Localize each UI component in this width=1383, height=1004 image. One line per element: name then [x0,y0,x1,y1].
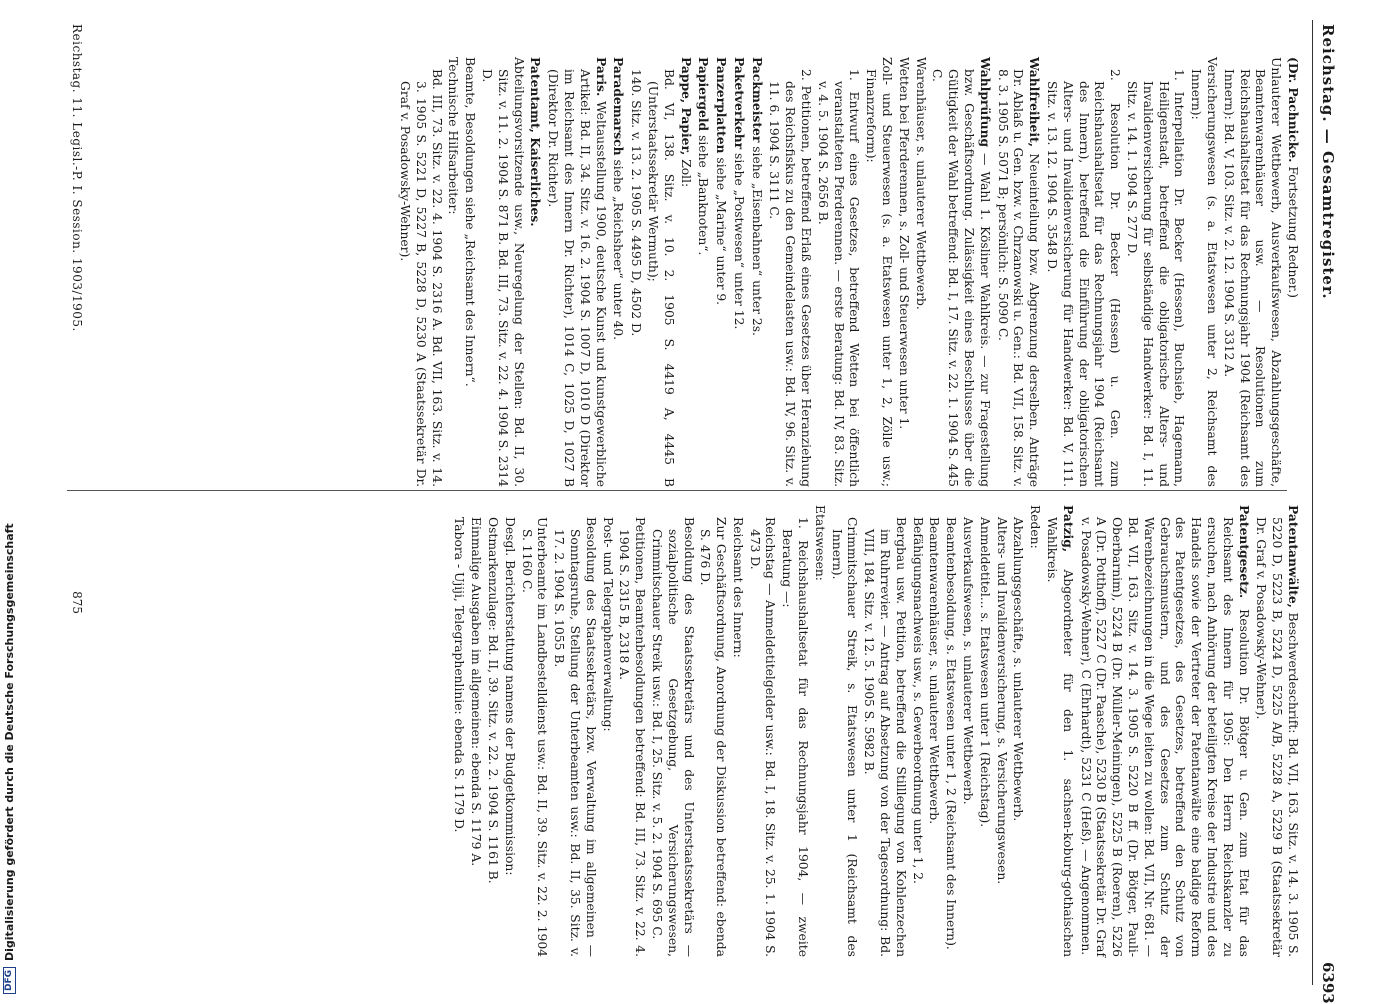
entry-keyword: Papiergeld [696,57,712,132]
entry-text: 140. Sitz. v. 13. 2. 1905 S. 4495 D, 4502 D. [629,69,644,337]
footer-session-info: Reichstag. 11. Legisl.-P. I. Session. 1903/1905. [70,24,84,332]
entry-text: siehe „Postwesen“ unter 12. [731,149,746,330]
register-entry [697,505,729,957]
register-entry [814,57,861,487]
register-entry [994,57,1042,487]
entry-text: Alters- und Invalidenversicherung, s. Versicherungswesen. [994,517,1009,885]
entry-text: Crimmitschauer Streik, s. Etatswesen unter 1 (Reichsamt des Innern). [829,517,860,957]
entry-text: Bd. III, 73. Sitz. v. 22. 4. 1904 S. 2316 A. Bd. VII, 163. Sitz. v. 14. 3. 1905 S. 5221 D, 5227 B, 5228 D, 5230 A (Staatssekretär Dr. Graf v. Posadowsky-Wehner). [397,69,444,487]
entry-keyword: Wahlfreiheit, [1027,57,1043,147]
register-entry [610,57,627,487]
register-entry [677,57,694,487]
register-entry [746,505,778,957]
entry-text: Beamtenwarenhäuser, s. unlauterer Wettbewerb. [927,517,942,825]
entry-text: Besoldung des Staatssekretärs und des Unterstaatssekretärs — sozialpolitische Gesetzgebung, Versicherungswesen, Crimmitschauer Streik usw.: Bd. I, 25. Sitz. v. 5. 2. 1904 S. 695 C. [649,517,696,957]
left-column [395,57,1301,487]
entry-text: siehe „Marine“ unter 9. [714,153,729,306]
register-entry [1077,505,1252,957]
entry-text: Zur Geschäftsordnung, Anordnung der Diskussion betreffend: ebenda S. 476 D. [698,517,729,957]
entry-text: Bergbau usw. Petition, betreffend die Stilllegung von Kohlenzechen im Ruhrrevier. — Antrag auf Absetzung von der Tagesordnung: Bd. VIII, 184. Sitz. v. 12. 5. 1905 S. 5982 B. [862,517,908,957]
digitization-notice-text: Digitalisierung gefördert durch die Deutsche Forschungsgemeinschaft [2,523,16,961]
entry-text: Reichstag — Anmeldetitelgelder usw.: Bd. I, 18. Sitz. v. 25. 1. 1904 S. 473 D. [747,517,778,957]
register-entry [527,57,544,487]
entry-text: Wetten bei Pferderennen, s. Zoll- und Steuerwesen unter 1. [896,57,911,430]
entry-text: Etatswesen: [812,505,827,581]
entry-text: Unterbeamte im Landbestelldienst usw.: Bd. II, 39. Sitz. v. 22. 2. 1904 S. 1160 C. [519,517,550,957]
register-entry [926,505,942,957]
register-entry [616,505,648,957]
register-entry [730,57,747,487]
dfg-logo: DFG [3,967,16,994]
digitization-notice [0,0,18,1000]
entry-text: Versicherungswesen (s. a. Etatswesen unter 2, Reichsamt des Innern): [1189,57,1220,487]
entry-text: siehe „Reichsheer“ unter 40. [611,155,626,341]
entry-text: 1. Entwurf eines Gesetzes, betreffend Wetten bei öffentlich veranstalteten Pferderennen. — erste Beratung: Bd. IV, 83. Sitz. v. 4. 5. 1904 S. 2656 B. [815,69,862,487]
entry-text: Neueinteilung bzw. Abgrenzung derselben. Anträge Dr. Ablaß u. Gen. bzw. v. Chrzanowski u. Gen.: Bd. VII, 158. Sitz. v. 8. 3. 1905 S. 5071 B; persönlich: S. 5090 C. [995,69,1042,487]
register-entry [478,57,525,487]
entry-text: Resolution Dr. Bötger u. Gen. zum Etat für das Reichsamt des Innern für 1905: Den Herrn Reichskanzler zu ersuchen, nach Anhörung der beteiligten Kreise der Industrie und des Handels sowie der Vertreter der Patentanwälte eine baldige Reform des Patentgesetzes, des Gesetzes, betreffend den Schutz von Gebrauchsmustern, und des Gesetzes zum Schutz der Warenbezeichnungen in die Wege leiten zu wollen: Bd. VII, Nr. 681. — Bd. VII, 163. Sitz. v. 14. 3. 1905 S. 5220 B ff. (Dr. Bötger, Pauli-Oberbarnim), 5224 B (Dr. Müller-Meiningen), 5225 B (Roeren), 5226 A (Dr. Potthoff), 5227 C (Dr. Paasche), 5230 B (Staatssekretär Dr. Graf v. Posadowsky-Wehner), C (Ehrhardt), 5231 C (Heß). — Angenommen. [1078,517,1251,957]
register-entry [445,57,461,487]
register-entry [1253,505,1301,957]
entry-text: Besoldung des Staatssekretärs, bzw. Verwaltung im allgemeinen — Sonntagsruhe, Stellung der Unterbeamten usw.: Bd. II, 35. Sitz. v. 17. 2. 1904 S. 1055 B. [552,517,598,957]
entry-text: Fortsetzung Redner.) [1286,162,1300,298]
register-entry [627,57,643,487]
entry-text: Reichsamt des Innern: [730,517,745,658]
entry-keyword: Paris. [593,57,609,97]
running-header-left: Reichstag. — Gesamtregister. [1319,24,1337,300]
entry-text: Warenhäuser, s. unlauterer Wettbewerb. [913,57,928,310]
entry-text: Bd. VI, 138. Sitz. v. 10. 2. 1905 S. 4419 A, 4445 B (Unterstaatssekretär Wermuth); [645,69,676,487]
entry-text: Zoll- und Steuerwesen (s. a. Etatswesen unter 1, 2, Zölle usw.; Finanzreform): [864,57,895,487]
register-entry [766,57,813,487]
register-entry [895,57,911,487]
register-entry [451,505,467,957]
register-entry [1026,505,1042,957]
register-entry [811,505,827,957]
register-entry [461,57,477,487]
entry-keyword: Paketverkehr [731,57,747,150]
register-entry [1284,57,1301,487]
entry-text: 1. Reichshaushaltsetat für das Rechnungsjahr 1904, — zweite Beratung —: [780,517,811,957]
register-entry [1043,57,1122,487]
register-entry [860,505,907,957]
entry-text: Desgl. Berichterstattung namens der Budgetkommission: [502,517,517,876]
register-entry [501,505,517,957]
header-rule [1312,20,1313,985]
register-entry [1010,505,1026,957]
column-divider [67,490,1287,491]
entry-text: — Wahl 1. Kösliner Wahlkreis. — zur Fragestellung bzw. Geschäftsordnung. Zulässigkeit eines Beschlusses über die Gültigkeit der Wahl betreffend: Bd. I, 17. Sitz. v. 22. 1. 1904 S. 445 C. [930,69,992,487]
entry-text: Anmeldetitel... s. Etatswesen unter 1 (Reichstag). [977,517,992,828]
register-entry [779,505,811,957]
entry-text: Beschwerdeschrift: Bd. VII, 163. Sitz. v. 14. 3. 1905 S. 5220 D, 5223 B, 5224 D, 5225 A/B, 5228 A, 5229 B (Staatssekretär Dr. Graf v. Posadowsky-Wehner). [1254,517,1300,957]
entry-text: Beamtenbesoldung, s. Etatswesen unter 1, 2 (Reichsamt des Innern). [944,517,959,950]
entry-text: 1. Interpellation Dr. Becker (Hessen), Buchsieb, Hagemann, Heiligenstadt, betreffend die obligatorische Alters- und Invalidenversicherung für selbständige Handwerker: Bd. I, 11. Sitz. v. 14. 1. 1904 S. 277 D. [1125,69,1187,487]
entry-text: Beamte, Besoldungen siehe „Reichsamt des Innern“. [463,57,478,387]
register-entry [712,57,729,487]
register-entry [929,57,993,487]
entry-text: Abgeordneter für den 1. sachsen-koburg-gothaischen Wahlkreis. [1045,517,1075,957]
register-entry [518,505,550,957]
register-entry [1187,57,1219,487]
entry-keyword: Patentgesetz. [1236,505,1252,599]
register-entry [484,505,500,957]
entry-text: Ausverkaufswesen, s. unlauterer Wettbewerb. [961,517,976,805]
entry-keyword: Pappe, Papier, [678,57,694,156]
register-entry [644,57,676,487]
entry-keyword: Patentamt, Kaiserliches. [528,57,544,227]
entry-text: Zoll: [678,155,693,188]
entry-keyword: Packmeister [749,57,765,143]
page-number: 6393 [1319,962,1337,1004]
register-entry [544,57,608,487]
register-entry [729,505,745,957]
register-entry [550,505,597,957]
entry-text: siehe „Eisenbahnen“ unter 2s. [749,142,764,336]
register-entry [909,505,925,957]
entry-text: Einmalige Ausgaben im allgemeinen: ebenda S. 1179 A. [469,517,484,867]
entry-text: Technische Hilfsarbeiter: [446,57,461,215]
register-entry [748,57,765,487]
register-entry [959,505,975,957]
entry-text: Tabora - Ujiji, Telegraphenlinie: ebenda S. 1179 D. [452,517,467,833]
register-entry [695,57,712,487]
footer-page-number: 875 [70,591,84,614]
entry-text: siehe „Banknoten“. [696,131,711,256]
entry-text: Weltausstellung 1900, deutsche Kunst und kunstgewerbliche Artikel: Bd. II, 34. Sitz. v. 16. 2. 1904 S. 1007 D, 1010 D (Direktor im Reichsamt des Innern Dr. Richter), 1014 C, 1025 D, 1027 B (Direktor Dr. Richter). [546,69,608,487]
register-entry [396,57,443,487]
register-page [39,0,1339,1004]
entry-text: 2. Resolution Dr. Becker (Hessen) u. Gen. zum Reichshaushaltsetat für das Rechnungsjahr 1904 (Reichsamt des Innern), betreffend die Einführung der obligatorischen Alters- und Invalidenversicherung für Handwerker: Bd. V, 111. Sitz. v. 13. 12. 1904 S. 3548 D. [1045,69,1123,487]
entry-text: Reden: [1028,505,1043,549]
entry-text: Befähigungsnachweis usw., s. Gewerbeordnung unter 1, 2. [910,517,925,884]
register-entry [912,57,928,487]
entry-text: Abteilungsvorsitzende usw., Neuregelung der Stellen: Bd. II, 30. Sitz. v. 11. 2. 1904 S. 871 B. Bd. III, 73. Sitz. v. 22. 4. 1904 S. 2314 D. [479,57,526,487]
register-entry [993,505,1009,957]
entry-text: Unlauterer Wettbewerb, Ausverkaufswesen, Abzahlungsgeschäfte, Beamtenwarenhäuser usw. — Resolutionen zum Reichshaushaltsetat für das Rechnungsjahr 1904 (Reichsamt des Innern): Bd. V, 103. Sitz. v. 2. 12. 1904 S. 3312 A. [1221,57,1284,487]
register-entry [467,505,483,957]
register-entry [1220,57,1283,487]
entry-text: Petitionen, Beamtenbesoldungen betreffend: Bd. III, 73. Sitz. v. 22. 4. 1904 S. 2315 B, 2318 A. [617,517,648,957]
entry-keyword: Patentanwälte, [1286,505,1301,608]
entry-keyword: Wahlprüfung [977,57,993,148]
entry-keyword: (Dr. Pachnicke. [1286,57,1301,163]
entry-text: Post- und Telegraphenverwaltung: [600,517,615,732]
register-entry [862,57,894,487]
register-entry [828,505,860,957]
right-column [450,505,1301,957]
register-entry [1043,505,1076,957]
register-entry [599,505,615,957]
entry-keyword: Panzerplatten [714,57,730,154]
entry-text: Ostmarkenzulage: Bd. II, 39. Sitz. v. 22. 2. 1904 S. 1161 B. [485,517,500,884]
register-entry [942,505,958,957]
entry-keyword: Patzig, [1060,505,1076,553]
entry-text: 2. Petitionen, betreffend Erlaß eines Gesetzes über Heranziehung des Reichsfiskus zu den Gemeindelasten usw.: Bd. IV, 96. Sitz. v. 11. 6. 1904 S. 3111 C. [767,69,814,487]
register-entry [976,505,992,957]
register-entry [648,505,695,957]
entry-text: Abzahlungsgeschäfte, s. unlauterer Wettbewerb. [1011,517,1026,822]
entry-keyword: Parademarsch [611,57,627,156]
page-footer [70,24,84,614]
register-entry [1123,57,1186,487]
